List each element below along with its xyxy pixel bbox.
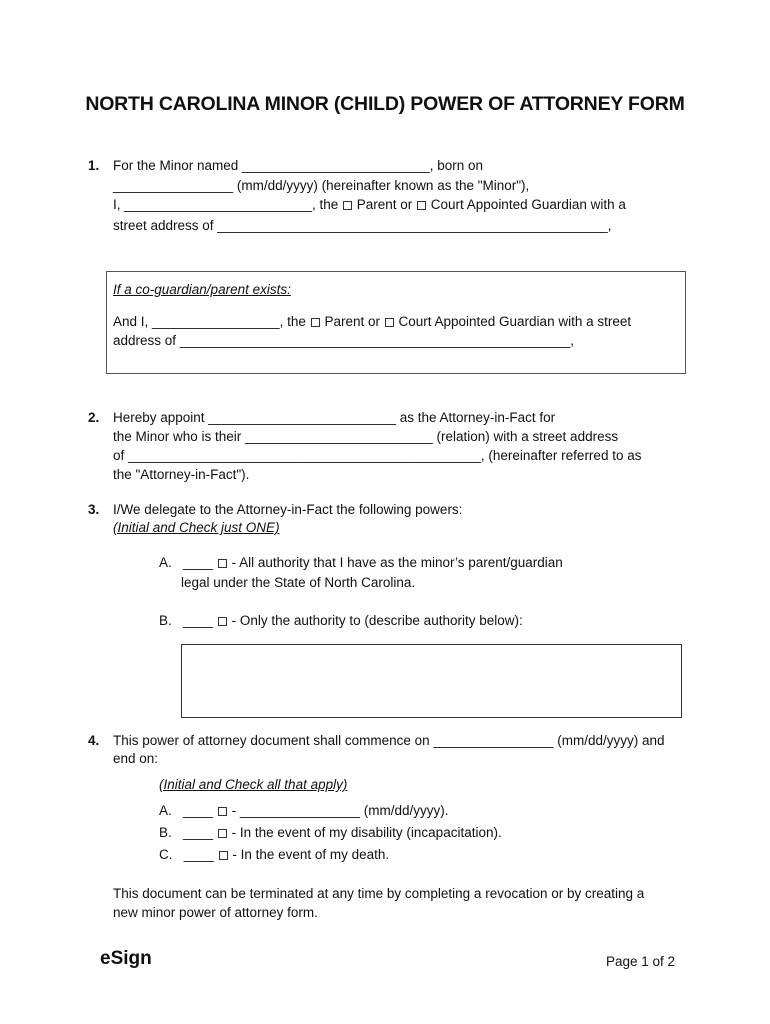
option-3b (159, 613, 523, 629)
option-4b (159, 825, 502, 841)
option-3a-text-2: legal under the State of North Carolina. (181, 575, 416, 590)
section-1-line-2: ________________ (mm/dd/yyyy) (hereinafter known as the "Minor"), (113, 178, 530, 193)
option-3a-text: - All authority that I have as the minor’s parent/guardian (227, 555, 563, 570)
option-4c-text: - In the event of my death. (228, 847, 390, 862)
option-4b-checkbox[interactable] (218, 829, 227, 838)
section-2-line-2: the Minor who is their _________________________ (relation) with a street address (113, 429, 619, 444)
parent-checkbox[interactable] (343, 201, 352, 210)
option-4a (159, 803, 448, 819)
termination-line-2: new minor power of attorney form. (113, 905, 318, 920)
parent-label: Parent or (352, 197, 417, 212)
section-1-number: 1. (88, 158, 100, 173)
section-3-number: 3. (88, 502, 100, 517)
co-parent-checkbox[interactable] (311, 318, 320, 327)
section-2-line-1: Hereby appoint _________________________ as the Attorney-in-Fact for (113, 410, 556, 425)
option-3b-text: - Only the authority to (describe authority below): (227, 613, 523, 628)
option-letter: A. (159, 555, 172, 570)
co-guardian-line-1 (113, 314, 631, 330)
option-3a (159, 555, 563, 571)
option-4a-text: - ________________ (mm/dd/yyyy). (227, 803, 449, 818)
co-guardian-line-2: address of ____________________________________________________, (113, 333, 574, 348)
section-1-line-4: street address of ____________________________________________________, (113, 218, 612, 233)
document-title: NORTH CAROLINA MINOR (CHILD) POWER OF ATTORNEY FORM (85, 93, 685, 115)
section-4-number: 4. (88, 733, 100, 748)
guardian-label: Court Appointed Guardian with a (427, 197, 626, 212)
initial-blank[interactable]: ____ (183, 613, 214, 628)
option-3b-checkbox[interactable] (218, 617, 227, 626)
guardian-name-text: I, _________________________, the (113, 197, 342, 212)
initial-blank[interactable]: ____ (183, 847, 214, 862)
authority-description-box[interactable] (181, 644, 682, 718)
section-3-instructions: (Initial and Check just ONE) (113, 520, 280, 535)
section-4-line-2: end on: (113, 751, 159, 766)
termination-line-1: This document can be terminated at any time by completing a revocation or by creating a (113, 886, 645, 901)
section-1-line-3 (113, 197, 626, 213)
section-2-line-4: the "Attorney-in-Fact"). (113, 467, 250, 482)
option-letter: B. (159, 613, 172, 628)
section-3-line-1: I/We delegate to the Attorney-in-Fact the following powers: (113, 502, 463, 517)
option-letter: A. (159, 803, 172, 818)
option-4b-text: - In the event of my disability (incapacitation). (227, 825, 502, 840)
option-4a-checkbox[interactable] (218, 807, 227, 816)
co-guardian-heading: If a co-guardian/parent exists: (113, 282, 291, 297)
section-2-line-3: of _______________________________________________, (hereinafter referred to as (113, 448, 642, 463)
option-4c (159, 847, 389, 863)
esign-logo: eSign (100, 948, 152, 969)
guardian-checkbox[interactable] (417, 201, 426, 210)
initial-blank[interactable]: ____ (183, 825, 214, 840)
section-4-instructions: (Initial and Check all that apply) (159, 777, 348, 792)
option-letter: C. (159, 847, 173, 862)
co-guardian-name-text: And I, _________________, the (113, 314, 310, 329)
option-letter: B. (159, 825, 172, 840)
initial-blank[interactable]: ____ (183, 803, 214, 818)
option-4c-checkbox[interactable] (219, 851, 228, 860)
section-1-line-1: For the Minor named _________________________, born on (113, 158, 484, 173)
section-2-number: 2. (88, 410, 100, 425)
co-guardian-checkbox[interactable] (385, 318, 394, 327)
co-guardian-label: Court Appointed Guardian with a street (394, 314, 632, 329)
page-number: Page 1 of 2 (606, 954, 676, 969)
section-4-line-1: This power of attorney document shall commence on ________________ (mm/dd/yyyy) and (113, 733, 665, 748)
initial-blank[interactable]: ____ (183, 555, 214, 570)
option-3a-checkbox[interactable] (218, 559, 227, 568)
co-parent-label: Parent or (320, 314, 384, 329)
